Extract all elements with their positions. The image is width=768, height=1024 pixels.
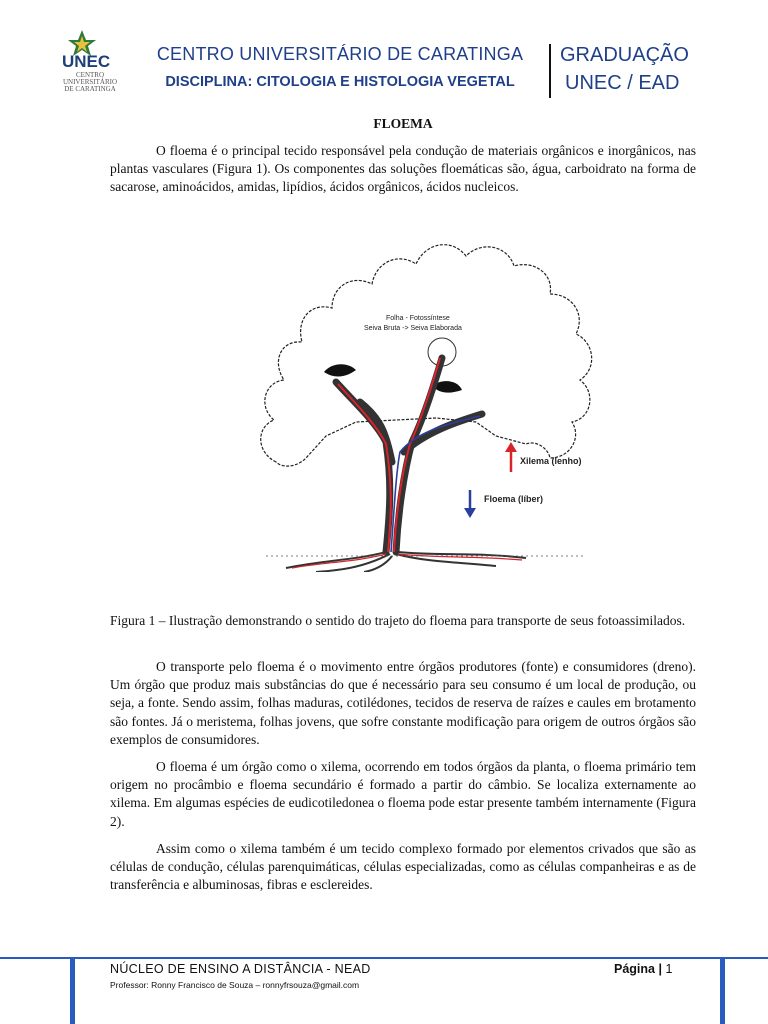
page-separator: | (658, 962, 662, 976)
tree-illustration (236, 222, 606, 572)
footer-professor: Professor: Ronny Francisco de Souza – ronnyfrsouza@gmail.com (110, 980, 360, 990)
logo-subtext: CENTRO UNIVERSITÁRIO DE CARATINGA (62, 71, 118, 93)
xylem-legend (505, 442, 582, 472)
graduation-label: GRADUAÇÃO (560, 44, 689, 66)
paragraph-4: Assim como o xilema também é um tecido complexo formado por elementos crivados que são as células de condução, células parenquimáticas, células especializadas, como as células companheiras e as de transferência e albuminosas, fibras e esclereides. (110, 841, 696, 893)
page-indicator (614, 962, 672, 976)
footer-rule (0, 957, 768, 959)
footer-left-bar (70, 958, 75, 1024)
figure-caption: Figura 1 – Ilustração demonstrando o sentido do trajeto do floema para transporte de seus fotoassimilados. (110, 613, 686, 628)
svg-text:Floema (líber): Floema (líber) (484, 494, 544, 504)
unec-ead-label: UNEC / EAD (565, 72, 680, 94)
institution-title: CENTRO UNIVERSITÁRIO DE CARATINGA (156, 44, 524, 64)
discipline-title: DISCIPLINA: CITOLOGIA E HISTOLOGIA VEGETAL (165, 74, 515, 90)
page-number: 1 (665, 962, 673, 976)
page-label: Página (614, 962, 655, 976)
svg-text:Xilema (lenho): Xilema (lenho) (520, 456, 582, 466)
document-title: FLOEMA (373, 116, 433, 131)
footer-title: NÚCLEO DE ENSINO A DISTÂNCIA - NEAD (110, 962, 371, 976)
header-divider (549, 44, 551, 98)
paragraph-2: O transporte pelo floema é o movimento entre órgãos produtores (fonte) e consumidores (dreno). Um órgão que produz mais substâncias do que é necessário para seu consumo é um local de produção, ou seja, a fonte. Sendo assim, folhas maduras, cotilédones, tecidos de reserva de raízes e caules em brotamento são fontes. Já o meristema, folhas jovens, que sofre constante modificação para origem de outros órgãos são exemplos de consumidores. (110, 659, 696, 747)
phloem-legend (464, 490, 543, 518)
paragraph-1: O floema é o principal tecido responsável pela condução de materiais orgânicos e inorgânicos, nas plantas vasculares (Figura 1). Os componentes das soluções floemáticas são, água, carboidrato na forma de sacarose, aminoácidos, amidas, lipídios, ácidos orgânicos, ácidos nucleicos. (110, 143, 696, 195)
leaf-label: Folha - Fotossíntese (386, 315, 450, 322)
leaf-label: Seiva Bruta -> Seiva Elaborada (364, 325, 462, 332)
tree-foliage-dark (324, 364, 356, 376)
footer-right-bar (720, 958, 725, 1024)
paragraph-3: O floema é um órgão como o xilema, ocorrendo em todos órgãos da planta, o floema primário tem origem no procâmbio e floema secundário é formado a partir do câmbio. Se localiza externamente ao xilema. Em algumas espécies de eudicotiledonea o floema pode estar presente também internamente (Figura 2). (110, 759, 696, 829)
unec-logo (56, 28, 120, 98)
logo-text: UNEC (62, 52, 111, 71)
